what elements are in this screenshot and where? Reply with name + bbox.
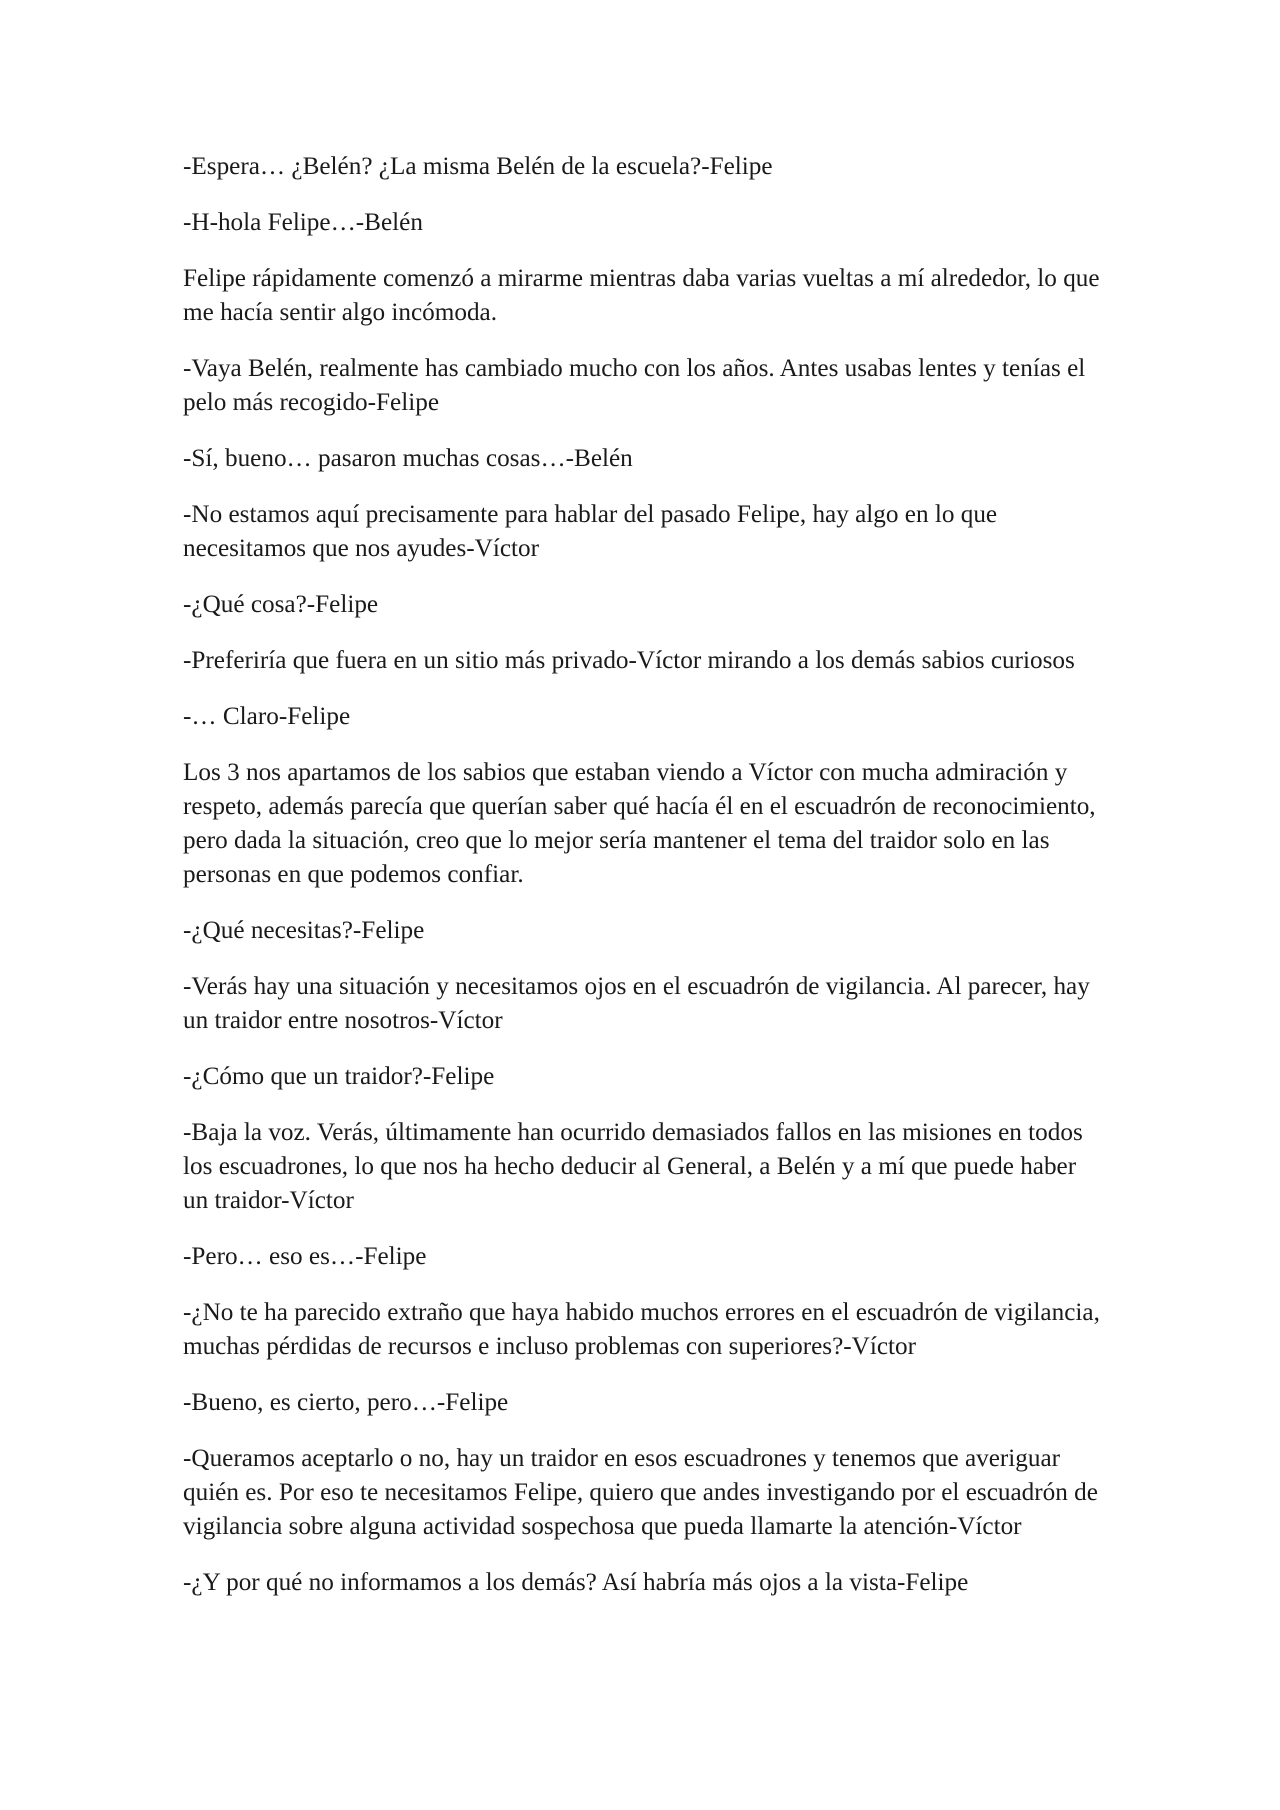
paragraph: -Sí, bueno… pasaron muchas cosas…-Belén [183,445,633,472]
paragraph: Los 3 nos apartamos de los sabios que estaban viendo a Víctor con mucha admiración y respeto, además parecía que querían saber qué hacía él en el escuadrón de reconocimiento, pero dada la situación, creo que lo mejor sería mantener el tema del traidor solo en las personas en que podemos confiar. [183,759,1096,888]
paragraph: -¿Cómo que un traidor?-Felipe [183,1063,495,1090]
paragraph: -¿Qué cosa?-Felipe [183,591,379,618]
paragraph: -H-hola Felipe…-Belén [183,209,423,236]
paragraph: -Bueno, es cierto, pero…-Felipe [183,1389,509,1416]
paragraph: -… Claro-Felipe [183,703,351,730]
document-body [183,150,1103,1622]
paragraph: -¿Qué necesitas?-Felipe [183,917,425,944]
paragraph: -Vaya Belén, realmente has cambiado mucho con los años. Antes usabas lentes y tenías el pelo más recogido-Felipe [183,355,1086,416]
paragraph: -Verás hay una situación y necesitamos ojos en el escuadrón de vigilancia. Al parecer, hay un traidor entre nosotros-Víctor [183,973,1090,1034]
paragraph: -No estamos aquí precisamente para hablar del pasado Felipe, hay algo en lo que necesitamos que nos ayudes-Víctor [183,501,998,562]
paragraph: -¿Y por qué no informamos a los demás? Así habría más ojos a la vista-Felipe [183,1569,969,1596]
paragraph: -Queramos aceptarlo o no, hay un traidor en esos escuadrones y tenemos que averiguar quién es. Por eso te necesitamos Felipe, quiero que andes investigando por el escuadrón de vigilancia sobre alguna actividad sospechosa que pueda llamarte la atención-Víctor [183,1445,1098,1540]
paragraph: -Baja la voz. Verás, últimamente han ocurrido demasiados fallos en las misiones en todos los escuadrones, lo que nos ha hecho deducir al General, a Belén y a mí que puede haber un traidor-Víctor [183,1119,1083,1214]
paragraph: Felipe rápidamente comenzó a mirarme mientras daba varias vueltas a mí alrededor, lo que me hacía sentir algo incómoda. [183,265,1100,326]
paragraph: -Pero… eso es…-Felipe [183,1243,427,1270]
paragraph: -¿No te ha parecido extraño que haya habido muchos errores en el escuadrón de vigilancia, muchas pérdidas de recursos e incluso problemas con superiores?-Víctor [183,1299,1100,1360]
paragraph: -Espera… ¿Belén? ¿La misma Belén de la escuela?-Felipe [183,153,773,180]
paragraph: -Preferiría que fuera en un sitio más privado-Víctor mirando a los demás sabios curiosos [183,647,1075,674]
